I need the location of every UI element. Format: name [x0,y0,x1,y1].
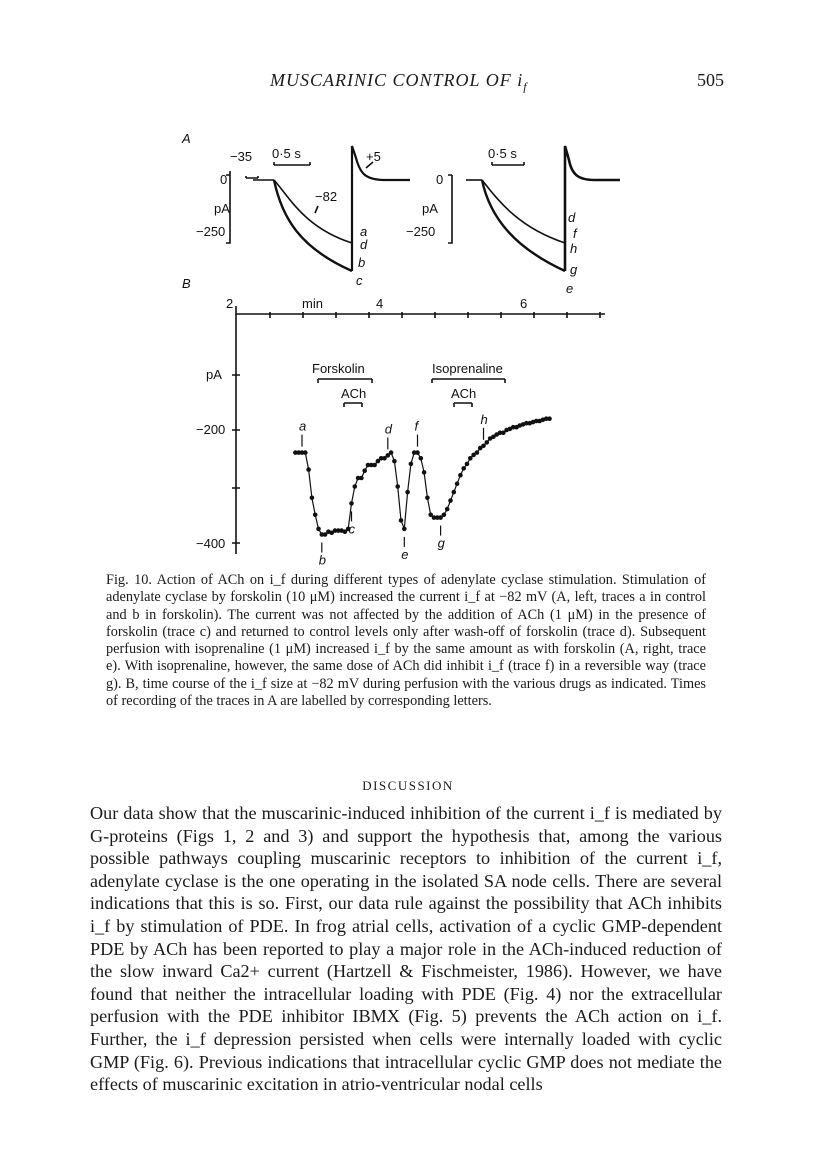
data-point [485,440,490,445]
data-point [415,450,420,455]
trace-a-d [274,180,352,243]
y-tick-400: −400 [196,536,226,551]
trace-tail-left [352,146,410,271]
point-letter-b: b [318,552,327,568]
y-zero-left: 0 [220,172,228,187]
x-minor-ticks [270,312,600,318]
panel-a-left [226,146,410,271]
trace-e-g [482,180,565,271]
figure-caption [106,572,706,710]
figure-svg [170,128,650,568]
data-point [405,490,410,495]
y-neg-left: −250 [196,224,226,239]
time-scale-left [274,162,310,165]
point-letter-d: d [384,421,393,437]
data-point [316,527,321,532]
data-point [359,476,364,481]
data-point [448,498,453,503]
y-scale-right [448,175,452,243]
trace-letter-e: e [566,281,574,296]
y-tick-200: −200 [196,422,226,437]
bar-isoprenaline [432,379,505,383]
voltage-hold-label: −35 [230,149,253,164]
point-letter-f: f [414,418,419,434]
y-unit-b: pA [206,367,222,382]
x-tick-2: 2 [226,296,234,311]
data-point [455,481,460,486]
trace-letter-a: a [360,224,368,239]
data-point [547,416,552,421]
data-point [395,484,400,489]
caption-text: Action of ACh on i_f during different types of adenylate cyclase stimulation. Stimulation of adenylate cyclase by forskolin (10 μM) increased the current i_f at −82 mV (A, left, traces a in control and b in forskolin). The current was not affected by the addition of ACh (1 μM) in the presence of forskolin (trace c) and returned to control levels only after wash-off of forskolin (trace d). Subsequent perfusion with isoprenaline (1 μM) increased i_f by the same amount as with forskolin (A, right, trace e). With isoprenaline, however, the same dose of ACh did inhibit i_f (trace f) in a reversible way (trace g). B, time course of the i_f size at −82 mV during perfusion with the various drugs as indicated. Times of recording of the traces in A are labelled by corresponding letters. [106,572,706,710]
time-scale-right [492,162,524,165]
scale-bracket-left [246,176,258,178]
y-neg-right: −250 [406,224,436,239]
data-point [419,456,424,461]
trace-letter-c: c [356,273,363,288]
data-point [425,496,430,501]
panel-b-series [293,416,552,536]
data-point [445,507,450,512]
data-point [372,463,377,468]
bar-forskolin [318,379,372,383]
voltage-step-label: −82 [315,189,338,204]
voltage-tail-label: +5 [366,149,381,164]
panel-b-label: B [182,276,191,291]
data-point [422,470,427,475]
panel-b-letters [299,412,488,568]
data-point [452,490,457,495]
data-point [475,450,480,455]
point-letter-c: c [348,521,355,537]
trace-letter-d-left: d [360,237,368,252]
running-head [0,70,816,94]
data-point [353,484,358,489]
data-point [310,496,315,501]
data-point [313,513,318,518]
x-unit-label: min [302,296,323,311]
y-unit-left: pA [214,201,230,216]
trace-letter-b: b [358,255,366,270]
bar-ach-2 [454,403,472,407]
label-ach-2: ACh [451,386,477,401]
point-letter-h: h [480,411,488,427]
data-point [481,444,486,449]
point-letter-g: g [437,535,445,551]
label-isoprenaline: Isoprenaline [432,361,503,376]
bar-ach-1 [344,403,362,407]
time-scale-label-left: 0·5 s [272,146,301,161]
caption-fig-label: Fig. 10. [106,572,152,588]
data-point [442,513,447,518]
data-point [362,468,367,473]
running-title: MUSCARINIC CONTROL OF $i_f$ [270,70,528,94]
label-forskolin: Forskolin [312,361,365,376]
x-tick-4: 4 [376,296,384,311]
point-letter-e: e [401,546,409,562]
data-point [389,450,394,455]
page-number: 505 [697,70,724,90]
data-point [399,518,404,523]
data-point [349,501,354,506]
panel-a-label: A [182,131,191,146]
data-point [409,462,414,467]
time-course-line [295,419,549,535]
y-unit-right: pA [422,201,438,216]
trace-letter-h: h [570,241,578,256]
data-point [402,527,407,532]
trace-letter-d-right: d [568,210,576,225]
label-ach-1: ACh [341,386,367,401]
section-heading: DISCUSSION [362,778,454,793]
point-letter-a: a [299,418,307,434]
figure-10 [170,128,650,568]
data-point [465,462,470,467]
data-point [392,459,397,464]
data-point [468,456,473,461]
time-scale-label-right: 0·5 s [488,146,517,161]
body-text [90,802,722,1096]
y-zero-right: 0 [436,172,444,187]
panel-b-axes [232,306,605,554]
data-point [303,450,308,455]
x-tick-6: 6 [520,296,528,311]
data-point [306,467,311,472]
trace-letter-f: f [573,226,577,241]
data-point [458,473,463,478]
body-paragraph: Our data show that the muscarinic-induced inhibition of the current i_f is mediated by G-proteins (Figs 1, 2 and 3) and support the hypothesis that, among the various possible pathways coupling muscarinic receptors to inhibition of the current i_f, adenylate cyclase is the one operating in the isolated SA node cells. There are several indications that this is so. First, our data rule against the possibility that ACh inhibits i_f by stimulation of PDE. In frog atrial cells, activation of a cyclic GMP-dependent PDE by ACh has been reported to play a major role in the ACh-induced reduction of the slow inward Ca2+ current (Hartzell & Fischmeister, 1986). However, we have found that neither the intracellular loading with PDE (Fig. 4) nor the extracellular perfusion with the PDE inhibitor IBMX (Fig. 5) prevents the ACh action on i_f. Further, the i_f depression persisted when cells were internally loaded with cyclic GMP (Fig. 6). Previous indications that intracellular cyclic GMP does not mediate the effects of muscarinic excitation in atrio-ventricular nodal cells [90,803,722,1095]
panel-a-right [448,146,620,271]
data-point [461,466,466,471]
trace-letter-g: g [570,262,578,277]
step-pointer-left [315,206,318,213]
